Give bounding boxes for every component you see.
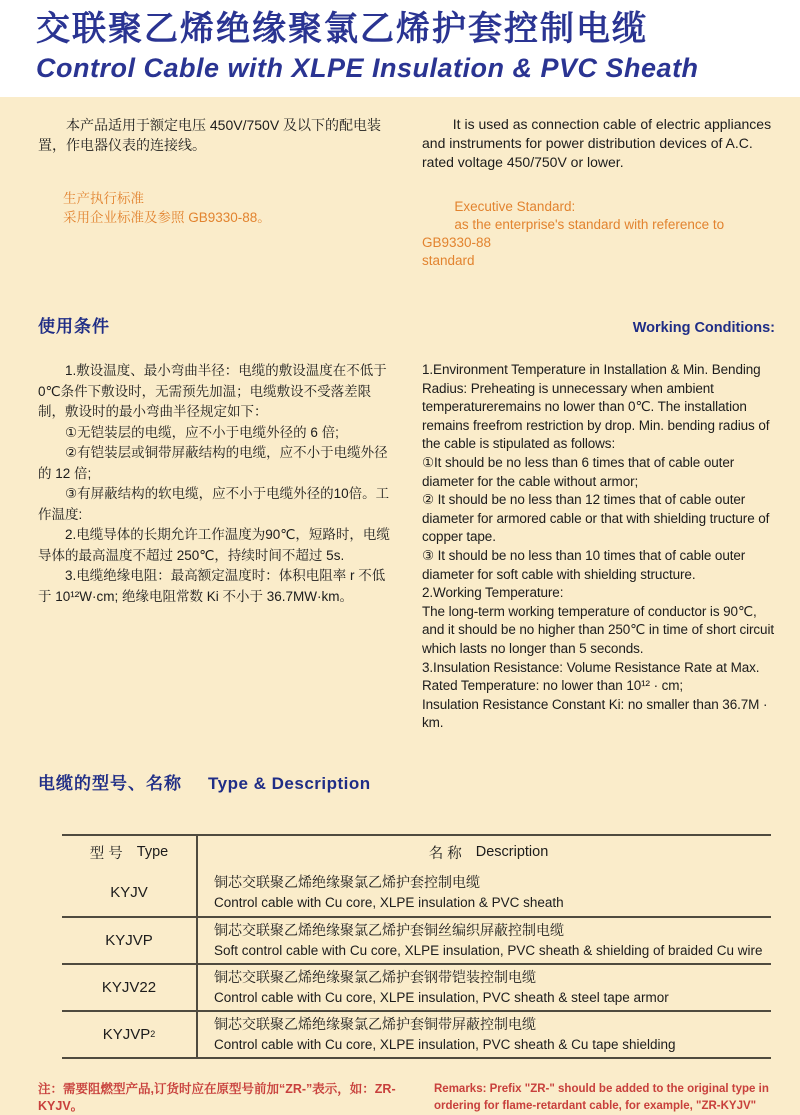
type-heading-zh: 电缆的型号、名称: [38, 773, 182, 793]
description-en: Soft control cable with Cu core, XLPE insulation, PVC sheath & shielding of braided Cu wire: [214, 942, 763, 958]
description-en: Control cable with Cu core, XLPE insulation & PVC sheath: [214, 894, 564, 910]
description-zh: 铜芯交联聚乙烯绝缘聚氯乙烯护套控制电缆: [214, 873, 480, 890]
conditions-chinese-column: [38, 361, 390, 733]
intro-chinese-column: [38, 115, 390, 270]
intro-section: [38, 115, 775, 270]
conditions-heading-en: Working Conditions:: [632, 320, 775, 336]
intro-paragraph-zh: 本产品适用于额定电压 450V/750V 及以下的配电装置，作电器仪表的连接线。: [38, 117, 382, 153]
intro-paragraph-en: It is used as connection cable of electric appliances and instruments for power distribution devices of A.C. rated voltage 450/750V or lower.: [422, 116, 772, 170]
cable-description-cell: [198, 965, 771, 1010]
description-en: Control cable with Cu core, XLPE insulation, PVC sheath & Cu tape shielding: [214, 1036, 676, 1052]
table-row: [62, 1010, 771, 1057]
cable-type-cell: KYJV: [62, 869, 198, 916]
paragraph: ③ It should be no less than 10 times that of cable outer diameter for soft cable with shielding structure.: [422, 547, 746, 582]
paragraph: 3.电缆绝缘电阻：最高额定温度时：体积电阻率 r 不低于 10¹²W·cm; 绝缘电阻常数 Ki 不小于 36.7MW·km。: [38, 568, 386, 604]
paragraph: ② It should be no less than 12 times that of cable outer diameter for armored cable or that with shielding tructure of copper tape.: [422, 492, 770, 545]
cable-description-cell: [198, 918, 771, 963]
paragraph: 2.电缆导体的长期允许工作温度为90℃，短路时，电缆导体的最高温度不超过 250℃，持续时间不超过 5s.: [38, 527, 390, 563]
page-header: [0, 0, 800, 97]
paragraph: 1.Environment Temperature in Installation & Min. Bending Radius: Preheating is unnecessary when ambient temperatureremains no lower than 0℃. The installation remains freefrom restriction by drop. Min. bending radius of the cable is stipulated as follows:: [422, 362, 770, 452]
standard-title-en: Executive Standard:: [454, 199, 576, 214]
type-header-en: Type: [136, 844, 169, 861]
type-description-heading: [38, 769, 775, 794]
paragraph: 3.Insulation Resistance: Volume Resistance Rate at Max. Rated Temperature: no lower than 10¹² · cm;: [422, 659, 760, 694]
paragraph: ③有屏蔽结构的软电缆，应不小于电缆外径的10倍。工作温度:: [38, 486, 390, 522]
description-en: Control cable with Cu core, XLPE insulation, PVC sheath & steel tape armor: [214, 989, 669, 1005]
standard-body-en-line2: standard: [422, 253, 475, 268]
cable-description-cell: [198, 1012, 771, 1057]
cable-type-cell: KYJVP: [62, 918, 198, 963]
standard-title-zh: 生产执行标准: [63, 191, 144, 206]
description-zh: 铜芯交联聚乙烯绝缘聚氯乙烯护套铜带屏蔽控制电缆: [214, 1015, 536, 1032]
type-description-table: [62, 834, 771, 1059]
executive-standard-zh: [63, 189, 390, 227]
description-header-zh: 名 称: [428, 845, 462, 862]
paragraph: ①It should be no less than 6 times that of cable outer diameter for the cable without armor;: [422, 454, 735, 489]
conditions-heading-zh: 使用条件: [38, 317, 110, 336]
conditions-english-column: [422, 361, 775, 733]
paragraph: The long-term working temperature of conductor is 90℃, and it should be no higher than 250℃ in time of short circuit which lasts no longer than 5 seconds.: [422, 603, 775, 656]
paragraph: ①无铠装层的电缆，应不小于电缆外径的 6 倍;: [65, 424, 339, 440]
paragraph: 2.Working Temperature:: [422, 585, 564, 601]
table-row: [62, 869, 771, 916]
cable-description-cell: [198, 869, 771, 916]
table-rows: [62, 869, 771, 1057]
page-body: [0, 115, 800, 1115]
cable-type-cell: KYJVP 2: [62, 1012, 198, 1057]
description-header-en: Description: [475, 844, 549, 861]
note-zh: 注：需要阻燃型产品,订货时应在原型号前加“ZR-”表示，如：ZR-KYJV。: [38, 1081, 396, 1113]
footer-notes: [38, 1081, 775, 1115]
cable-type-subscript: 2: [150, 1029, 156, 1040]
conditions-section: [38, 361, 775, 733]
executive-standard-en: [422, 198, 775, 270]
table-row: [62, 916, 771, 963]
page-title-chinese: 交联聚乙烯绝缘聚氯乙烯护套控制电缆: [36, 10, 648, 48]
description-zh: 铜芯交联聚乙烯绝缘聚氯乙烯护套铜丝编织屏蔽控制电缆: [214, 921, 564, 938]
standard-body-en-line1: as the enterprise's standard with reference to GB9330-88: [422, 217, 725, 250]
cable-type-cell: KYJV22: [62, 965, 198, 1010]
note-en: Remarks: Prefix "ZR-" should be added to the original type in ordering for flame-retardant cable, for example, "ZR-KYJV": [434, 1082, 769, 1112]
paragraph: Insulation Resistance Constant Ki: no smaller than 36.7M · km.: [422, 696, 768, 731]
type-heading-en: Type & Description: [208, 773, 371, 793]
table-header-type: [62, 836, 198, 869]
page-title-english: Control Cable with XLPE Insulation & PVC Sheath: [36, 53, 699, 83]
standard-body-zh: 采用企业标准及参照 GB9330-88。: [63, 210, 271, 225]
description-zh: 铜芯交联聚乙烯绝缘聚氯乙烯护套钢带铠装控制电缆: [214, 968, 536, 985]
intro-english-column: [422, 115, 775, 270]
type-header-zh: 型 号: [89, 845, 123, 862]
paragraph: ②有铠装层或铜带屏蔽结构的电缆，应不小于电缆外径的 12 倍;: [38, 445, 388, 481]
conditions-headings: [38, 312, 775, 337]
table-row: [62, 963, 771, 1010]
table-header-description: [198, 836, 771, 869]
table-header-row: [62, 836, 771, 869]
paragraph: 1.敷设温度、最小弯曲半径：电缆的敷设温度在不低于0℃条件下敷设时，无需预先加温；电缆敷设不受落差限制，敷设时的最小弯曲半径规定如下：: [38, 363, 387, 419]
